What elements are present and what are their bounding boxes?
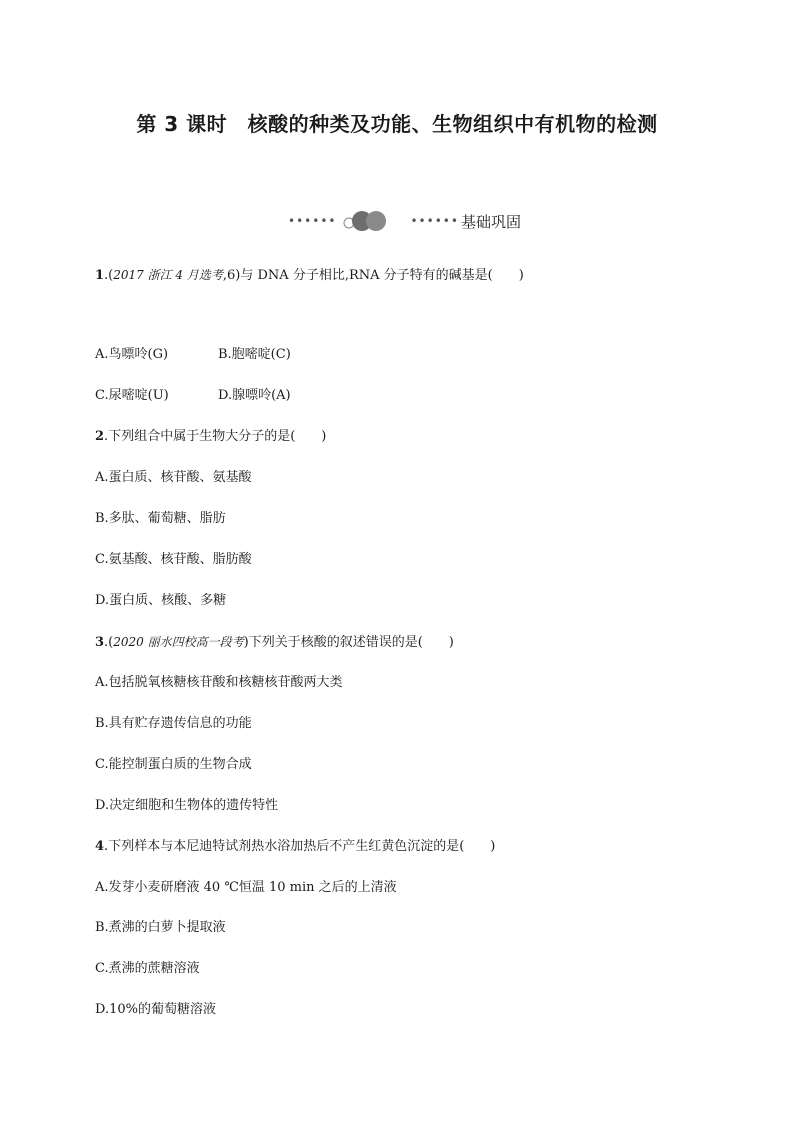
question-number: 4: [95, 839, 105, 854]
question-number: 2: [95, 429, 105, 444]
option-a: A.鸟嘌呤(G): [95, 347, 169, 362]
option-c: C.氨基酸、核苷酸、脂肪酸: [95, 552, 252, 567]
question-stem: 下列样本与本尼迪特试剂热水浴加热后不产生红黄色沉淀的是( ): [108, 839, 496, 854]
question-2: 2.下列组合中属于生物大分子的是( ): [95, 429, 327, 444]
question-3: 3.(2020 丽水四校高一段考)下列关于核酸的叙述错误的是( ): [95, 635, 454, 650]
option-b: B.具有贮存遗传信息的功能: [95, 716, 252, 731]
question-4: 4.下列样本与本尼迪特试剂热水浴加热后不产生红黄色沉淀的是( ): [95, 839, 496, 854]
chain-links-icon: [342, 209, 388, 233]
page-title: 第 3 课时 核酸的种类及功能、生物组织中有机物的检测: [136, 112, 658, 136]
option-a: A.发芽小麦研磨液 40 ℃恒温 10 min 之后的上清液: [95, 880, 397, 895]
dots-right: ••••••: [410, 214, 459, 228]
option-a: A.包括脱氧核糖核苷酸和核糖核苷酸两大类: [95, 675, 343, 690]
option-d: D.蛋白质、核酸、多糖: [95, 593, 227, 608]
option-c: C.煮沸的蔗糖溶液: [95, 961, 200, 976]
question-1: 1.(2017 浙江 4 月选考,6)与 DNA 分子相比,RNA 分子特有的碱基是( ): [95, 268, 524, 283]
option-a: A.蛋白质、核苷酸、氨基酸: [95, 470, 252, 485]
question-stem: )下列关于核酸的叙述错误的是( ): [243, 635, 454, 650]
option-d: D.10%的葡萄糖溶液: [95, 1002, 216, 1017]
question-stem: 下列组合中属于生物大分子的是( ): [108, 429, 327, 444]
question-source: 2020 丽水四校高一段考: [113, 635, 244, 649]
question-number: 1: [95, 268, 105, 283]
question-source: 2017 浙江 4 月选考: [113, 268, 223, 282]
option-c: C.能控制蛋白质的生物合成: [95, 757, 252, 772]
option-b: B.胞嘧啶(C): [218, 347, 291, 362]
option-b: B.煮沸的白萝卜提取液: [95, 920, 226, 935]
option-d: D.腺嘌呤(A): [218, 388, 291, 403]
section-banner: [288, 208, 521, 234]
section-label: 基础巩固: [460, 212, 521, 231]
question-stem: ,6)与 DNA 分子相比,RNA 分子特有的碱基是( ): [222, 268, 524, 283]
dots-left: ••••••: [288, 214, 337, 228]
option-b: B.多肽、葡萄糖、脂肪: [95, 511, 226, 526]
option-d: D.决定细胞和生物体的遗传特性: [95, 798, 279, 813]
option-c: C.尿嘧啶(U): [95, 388, 169, 403]
question-number: 3: [95, 635, 105, 650]
